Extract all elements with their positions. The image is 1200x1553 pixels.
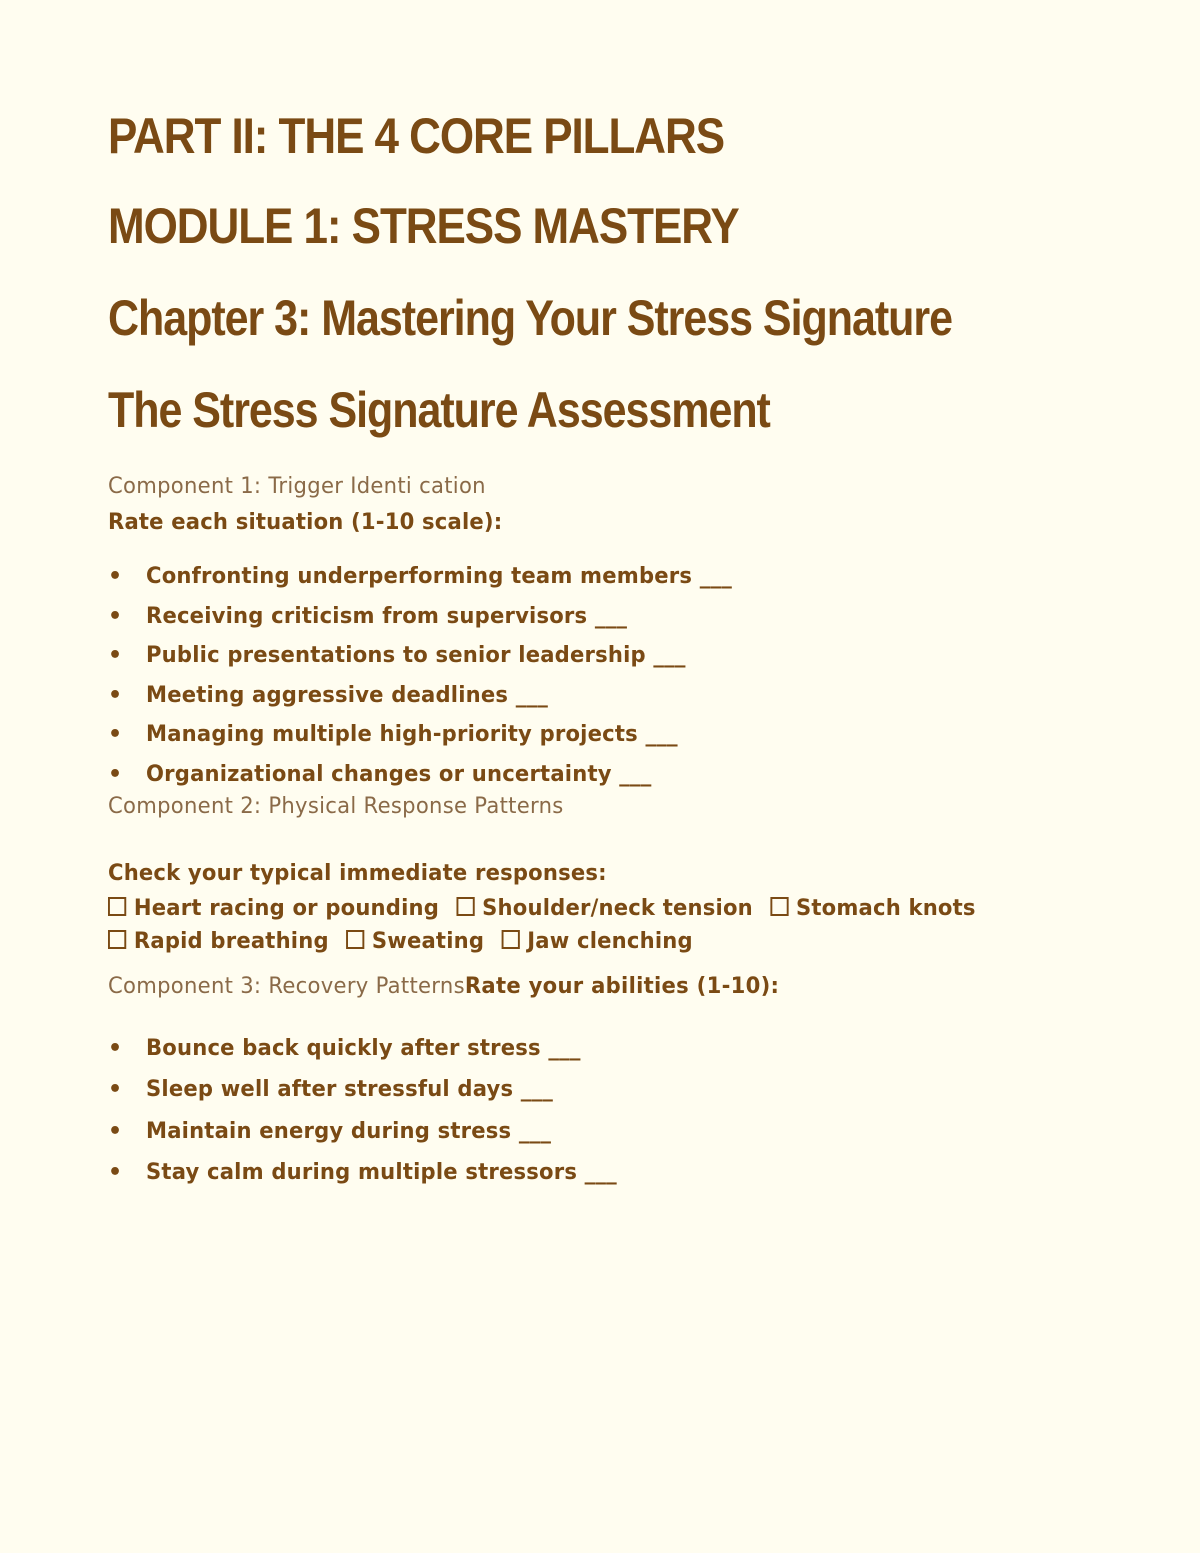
list-item: • Confronting underperforming team members ___ xyxy=(108,562,1108,592)
module-heading: MODULE 1: STRESS MASTERY xyxy=(108,198,739,254)
trigger-list xyxy=(108,562,1108,800)
list-item: • Meeting aggressive deadlines ___ xyxy=(108,681,1108,711)
assessment-heading: The Stress Signature Assessment xyxy=(108,382,770,438)
checkbox-icon[interactable] xyxy=(501,930,519,949)
list-item: • Public presentations to senior leadership ___ xyxy=(108,641,1108,671)
component-3-instruction: Rate your abilities (1-10): xyxy=(464,974,780,999)
bullet-icon: • xyxy=(108,643,123,669)
checkbox-icon[interactable] xyxy=(108,897,126,916)
bullet-icon: • xyxy=(108,603,123,629)
bullet-icon: • xyxy=(108,1159,123,1185)
bullet-icon: • xyxy=(108,722,123,748)
component-3-label-row xyxy=(108,972,779,1002)
checkbox-option[interactable]: Stomach knots xyxy=(770,896,976,921)
bullet-icon: • xyxy=(108,1036,123,1061)
bullet-icon: • xyxy=(108,564,123,589)
checkbox-option[interactable]: Rapid breathing xyxy=(108,929,329,954)
checkbox-row-1 xyxy=(108,894,985,924)
checkbox-option[interactable]: Sweating xyxy=(346,929,484,954)
list-item: • Receiving criticism from supervisors ___ xyxy=(108,602,1108,632)
bullet-icon: • xyxy=(108,1077,123,1103)
component-2-instruction: Check your typical immediate responses: xyxy=(108,861,607,886)
checkbox-row-2 xyxy=(108,927,702,957)
recovery-list xyxy=(108,1034,1108,1199)
component-3-label: Component 3: Recovery Patterns xyxy=(108,974,465,999)
list-item: • Bounce back quickly after stress ___ xyxy=(108,1034,1108,1064)
checkbox-icon[interactable] xyxy=(770,897,788,916)
component-1-label: Component 1: Trigger Identi cation xyxy=(108,474,486,499)
component-2-label: Component 2: Physical Response Patterns xyxy=(108,794,564,819)
chapter-heading: Chapter 3: Mastering Your Stress Signature xyxy=(108,290,952,346)
checkbox-icon[interactable] xyxy=(346,930,364,949)
checkbox-icon[interactable] xyxy=(456,897,474,916)
checkbox-option[interactable]: Jaw clenching xyxy=(501,929,692,954)
list-item: • Sleep well after stressful days ___ xyxy=(108,1075,1108,1105)
list-item: • Stay calm during multiple stressors ___ xyxy=(108,1158,1108,1188)
checkbox-option[interactable]: Heart racing or pounding xyxy=(108,896,439,921)
checkbox-icon[interactable] xyxy=(108,930,126,949)
component-1-instruction: Rate each situation (1-10 scale): xyxy=(108,510,503,535)
bullet-icon: • xyxy=(108,761,123,787)
list-item: • Organizational changes or uncertainty ___ xyxy=(108,760,1108,790)
list-item: • Managing multiple high-priority projects ___ xyxy=(108,720,1108,750)
part-heading: PART II: THE 4 CORE PILLARS xyxy=(108,108,725,164)
bullet-icon: • xyxy=(108,1118,123,1144)
checkbox-option[interactable]: Shoulder/neck tension xyxy=(456,896,753,921)
list-item: • Maintain energy during stress ___ xyxy=(108,1117,1108,1147)
bullet-icon: • xyxy=(108,682,123,708)
